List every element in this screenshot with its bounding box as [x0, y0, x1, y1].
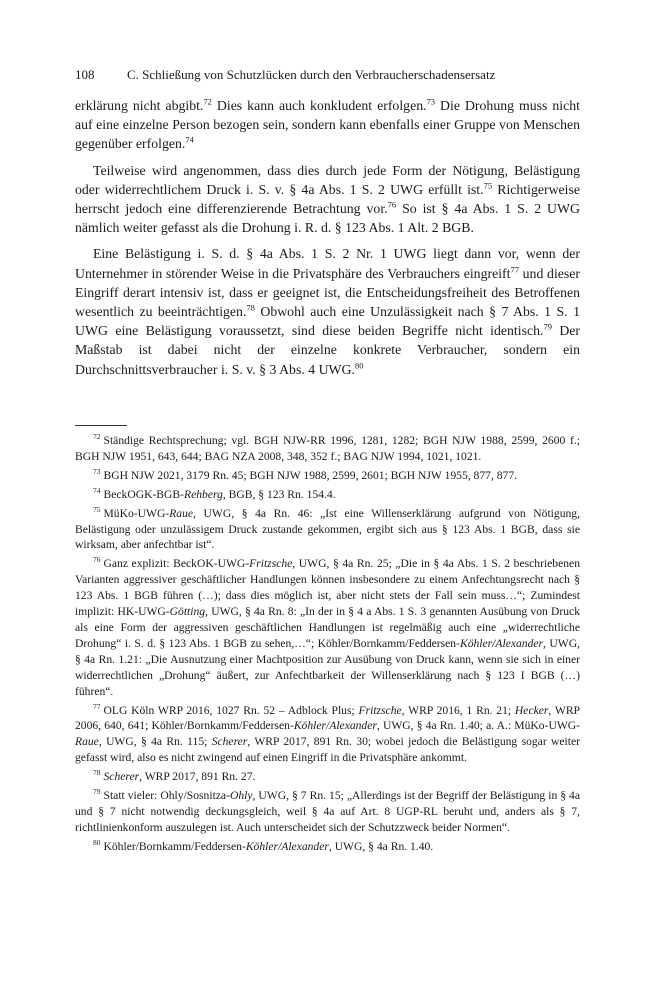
text-run: Obwohl auch eine Unzulässigkeit nach § 7 Abs. 1 S. 1 UWG eine Belästigung voraussetzt, sind diese beiden Begriffe nicht identisch.: [75, 304, 580, 339]
text-run: , UWG, § 7 Rn. 15; „Allerdings ist der Begriff der Belästigung in § 4a und § 7 nicht notwendig deckungsgleich, weil § 4a auf Art. 8 UGP-RL beruht und, anders als § 7, richtlinienkonform auszulegen ist. Auch unterscheidet sich der Schutzzweck beider Normen“.: [75, 789, 580, 834]
text-run: , WRP 2017, 891 Rn. 30; wobei jedoch die Belästigung sogar weiter gefasst wird, also es nicht zwingend auf einen Eingriff in die Privatsphäre ankommt.: [75, 735, 580, 765]
footnote: [75, 703, 580, 767]
running-title: C. Schließung von Schutzlücken durch den Verbraucherschadensersatz: [127, 67, 496, 82]
footnote-marker: 79: [93, 787, 101, 797]
footnote-ref: 80: [354, 360, 364, 371]
footnotes: [75, 433, 580, 858]
text-run: Eine Belästigung i. S. d. § 4a Abs. 1 S. 2 Nr. 1 UWG liegt dann vor, wenn der Unternehmer in störender Weise in die Privatsphäre des Verbrauchers eingreift: [75, 246, 580, 281]
text-run: , UWG, § 4a Rn. 46: „Ist eine Willenserklärung aufgrund von Nötigung, Belästigung oder unzulässigem Druck zustande gekommen, ergibt sich aus § 123 Abs. 1 BGB, dass sie wirksam, aber anfechtbar ist“.: [75, 506, 580, 552]
body-text: [75, 96, 580, 379]
footnote-ref: 74: [185, 134, 194, 145]
text-run: , UWG, § 4a Rn. 1.40.: [328, 839, 434, 853]
footnote-ref: 72: [203, 96, 212, 107]
footnote: [75, 433, 580, 465]
footnote: [75, 788, 580, 836]
footnote-ref: 78: [246, 302, 255, 313]
text-run: , UWG, § 4a Rn. 25; „Die in § 4a Abs. 1 S. 2 beschriebenen Varianten aggressiver geschäftlicher Handlungen können insbesondere zu einem Anfechtungsrecht nach § 123 Abs. 1 BGB führen (…); dass dies möglich ist, aber nicht stets der Fall sein muss…“; Zumindest implizit: HK-UWG-: [75, 557, 580, 619]
author-name: Rehberg: [184, 487, 223, 501]
footnote-ref: 77: [510, 264, 519, 275]
running-header: [75, 67, 580, 83]
text-run: Dies kann auch konkludent erfolgen.: [211, 98, 427, 113]
footnote-marker: 75: [93, 504, 101, 514]
text-run: , WRP 2016, 1 Rn. 21;: [401, 703, 515, 717]
author-name: Scherer: [103, 770, 140, 784]
footnote: [75, 487, 580, 503]
text-run: Ständige Rechtsprechung; vgl. BGH NJW-RR 1996, 1281, 1282; BGH NJW 1988, 2599, 2600 f.; BGH NJW 1951, 643, 644; BAG NZA 2008, 348, 352 f.; BAG NJW 1994, 1021, 1021.: [75, 434, 580, 463]
author-name: Fritzsche: [358, 703, 402, 717]
text-run: , WRP 2017, 891 Rn. 27.: [139, 770, 256, 784]
footnote-marker: 80: [93, 837, 101, 847]
text-run: , UWG, § 4a Rn. 1.21: „Die Ausnutzung einer Machtposition zur Ausübung von Druck kann, wenn sie sich in einer widerrechtlichen „Drohung“ äußert, zur Anfechtbarkeit der Willenserklärung nach § 123 I BGB (…) führen“.: [75, 636, 581, 698]
text-run: , BGB, § 123 Rn. 154.4.: [222, 487, 336, 501]
text-run: Der Maßstab ist dabei nicht der einzelne konkrete Verbraucher, sondern ein Durchschnittsverbraucher i. S. v. § 3 Abs. 4 UWG.: [75, 323, 580, 377]
text-run: So ist § 4a Abs. 1 S. 2 UWG nämlich weiter gefasst als die Drohung i. R. d. § 123 Abs. 1 Alt. 2 BGB.: [75, 201, 581, 236]
text-run: , WRP 2006, 640, 641; Köhler/Bornkamm/Feddersen-: [75, 703, 580, 733]
text-run: Ganz explizit: BeckOK-UWG-: [103, 557, 250, 571]
text-run: erklärung nicht abgibt.: [75, 98, 204, 113]
text-run: Statt vieler: Ohly/Sosnitza-: [103, 789, 230, 803]
text-run: Richtigerweise herrscht jedoch eine differenzierende Betrachtung vor.: [75, 181, 580, 217]
text-run: Teilweise wird angenommen, dass dies durch jede Form der Nötigung, Belästigung oder widerrechtlichem Druck i. S. v. § 4a Abs. 1 S. 2 UWG erfüllt ist.: [75, 162, 580, 197]
footnote-separator: [75, 425, 127, 426]
paragraph: [75, 161, 580, 238]
footnote: [75, 556, 580, 699]
text-run: BeckOGK-BGB-: [103, 487, 184, 501]
text-run: MüKo-UWG-: [103, 506, 170, 520]
paragraph: [75, 96, 580, 154]
author-name: Scherer: [211, 735, 248, 749]
text-run: und dieser Eingriff derart intensiv ist, dass er geeignet ist, die Entscheidungsfreiheit des Betroffenen wesentlich zu beeinträchtigen.: [75, 265, 580, 320]
text-run: , UWG, § 4a Rn. 1.40; a. A.: MüKo-UWG-: [376, 719, 580, 733]
footnote-marker: 76: [93, 555, 101, 565]
text-run: , UWG, § 4a Rn. 8: „In der in § 4 a Abs. 1 S. 3 genannten Ausübung von Druck als eine Form der aggressiven geschäftlichen Handlungen ist regelmäßig auch eine „widerrechtliche Drohung“ i. S. d. § 123 Abs. 1 BGB zu sehen,…“; Köhler/Bornkamm/Feddersen-: [75, 605, 580, 650]
text-run: , UWG, § 4a Rn. 115;: [98, 735, 212, 749]
footnote-marker: 74: [93, 485, 101, 495]
footnote: [75, 769, 580, 785]
text-run: OLG Köln WRP 2016, 1027 Rn. 52 – Adblock Plus;: [103, 703, 359, 717]
author-name: Raue: [169, 506, 194, 520]
footnote-marker: 77: [93, 701, 101, 711]
footnote-ref: 76: [387, 199, 397, 210]
paragraph: [75, 244, 580, 378]
footnote: [75, 468, 580, 484]
text-run: Die Drohung muss nicht auf eine einzelne Person bezogen sein, sondern kann ebenfalls einer Gruppe von Menschen gegenüber erfolgen.: [75, 98, 580, 152]
footnote-marker: 72: [93, 432, 101, 442]
text-run: Köhler/Bornkamm/Feddersen-: [103, 839, 246, 853]
author-name: Götting: [169, 605, 206, 619]
text-run: BGH NJW 2021, 3179 Rn. 45; BGH NJW 1988, 2599, 2601; BGH NJW 1955, 877, 877.: [103, 468, 518, 482]
author-name: Raue: [75, 735, 99, 749]
footnote-ref: 79: [543, 321, 552, 332]
author-name: Ohly: [229, 789, 253, 803]
footnote-ref: 75: [483, 180, 493, 191]
author-name: Hecker: [514, 703, 549, 717]
author-name: Köhler/Alexander: [459, 636, 544, 650]
author-name: Köhler/Alexander: [245, 839, 329, 853]
author-name: Fritzsche: [249, 557, 293, 571]
footnote-ref: 73: [426, 96, 436, 107]
footnote: [75, 506, 580, 554]
footnote-marker: 78: [93, 768, 101, 778]
author-name: Köhler/Alexander: [293, 719, 377, 733]
footnote: [75, 839, 580, 855]
page-number: 108: [75, 67, 95, 82]
footnote-marker: 73: [93, 466, 101, 476]
